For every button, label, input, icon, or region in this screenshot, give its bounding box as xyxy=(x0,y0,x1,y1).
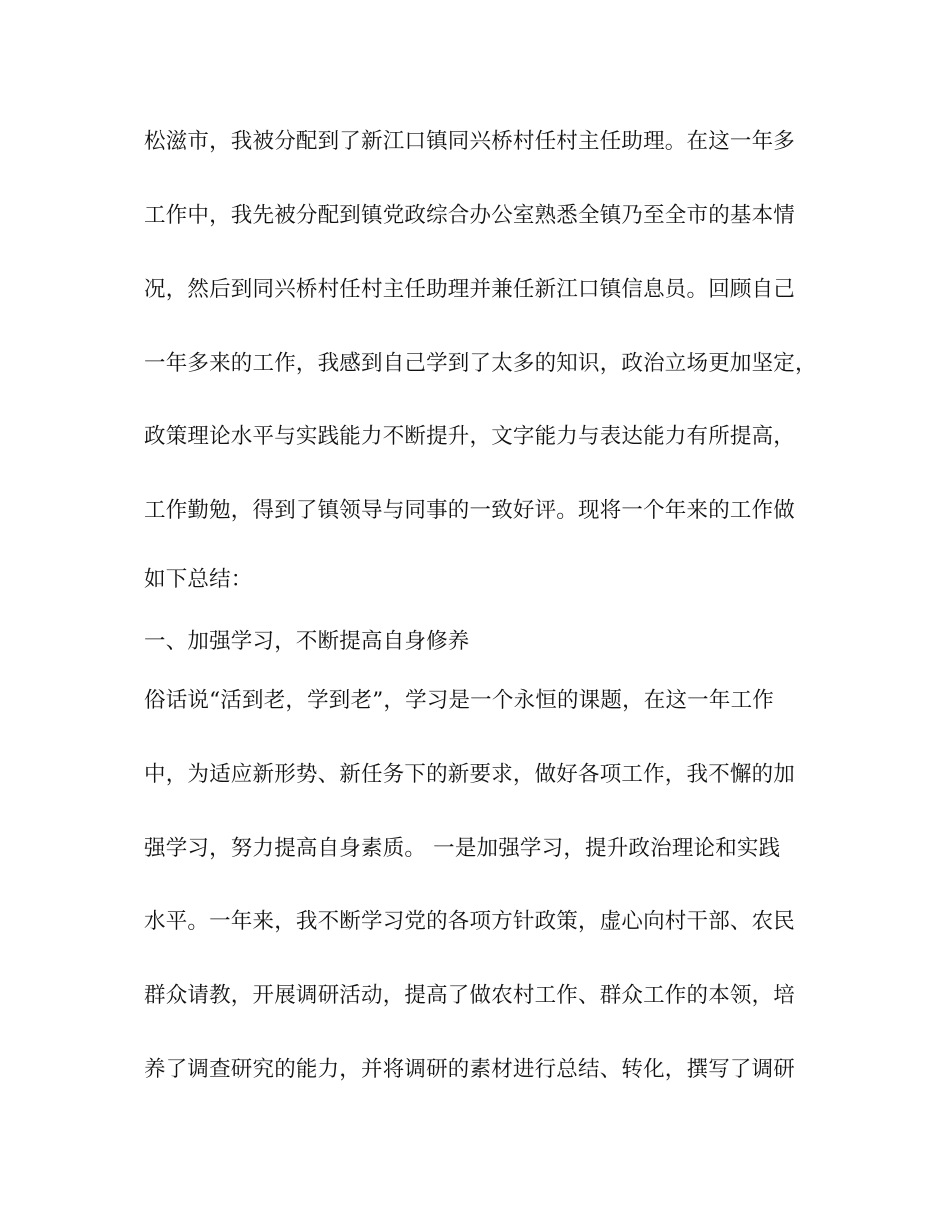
paragraph-line: 俗话说“活到老，学到老”，学习是一个永恒的课题，在这一年工作 xyxy=(144,688,774,713)
paragraph-line: 一年多来的工作，我感到自己学到了太多的知识，政治立场更加坚定， xyxy=(144,351,817,376)
paragraph-line: 工作勤勉，得到了镇领导与同事的一致好评。现将一个年来的工作做 xyxy=(144,498,796,523)
paragraph-line: 工作中，我先被分配到镇党政综合办公室熟悉全镇乃至全市的基本情 xyxy=(144,203,796,228)
section-heading: 一、加强学习，不断提高自身修养 xyxy=(144,629,470,654)
paragraph-line: 强学习，努力提高自身素质。 一是加强学习，提升政治理论和实践 xyxy=(144,836,781,861)
paragraph-line: 群众请教，开展调研活动，提高了做农村工作、群众工作的本领，培 xyxy=(144,983,796,1008)
paragraph-line: 松滋市，我被分配到了新江口镇同兴桥村任村主任助理。在这一年多 xyxy=(144,129,796,154)
paragraph-line: 政策理论水平与实践能力不断提升，文字能力与表达能力有所提高， xyxy=(144,424,796,449)
paragraph-line: 如下总结： xyxy=(144,567,253,592)
paragraph-line: 况，然后到同兴桥村任村主任助理并兼任新江口镇信息员。回顾自己 xyxy=(144,277,796,302)
paragraph-line: 养了调查研究的能力，并将调研的素材进行总结、转化，撰写了调研 xyxy=(144,1057,796,1082)
paragraph-line: 水平。一年来，我不断学习党的各项方针政策，虚心向村干部、农民 xyxy=(144,909,796,934)
paragraph-line: 中，为适应新形势、新任务下的新要求，做好各项工作，我不懈的加 xyxy=(144,762,796,787)
